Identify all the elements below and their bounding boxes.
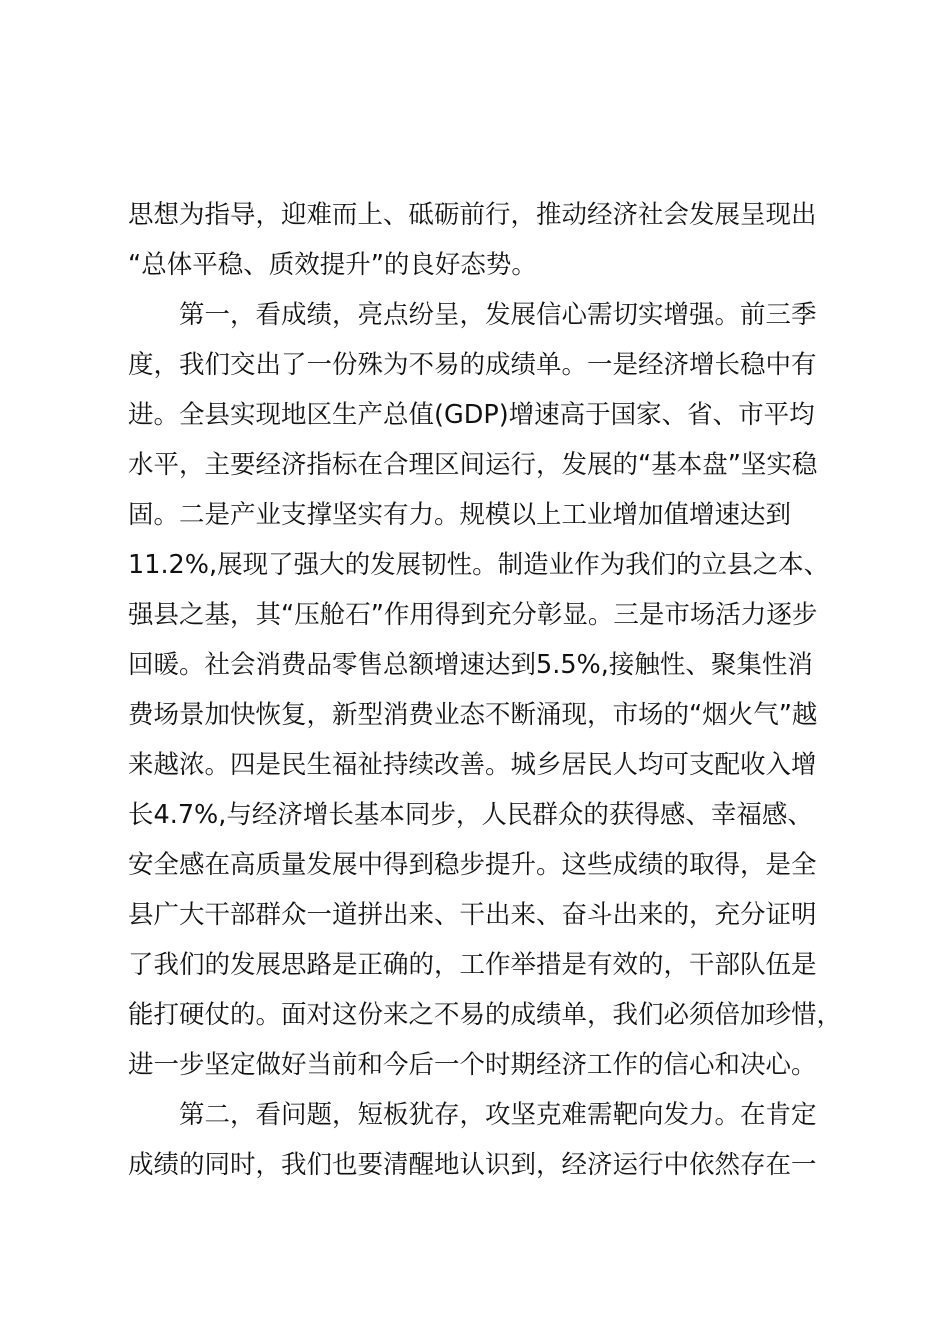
text-line-11: 费场景加快恢复，新型消费业态不断涌现，市场的“烟火气”越 <box>128 700 818 730</box>
paragraph-1-first-line: 第一，看成绩，亮点纷呈，发展信心需切实增强。前三季 <box>179 300 817 330</box>
text-line-16: 了我们的发展思路是正确的，工作举措是有效的，干部队伍是 <box>128 950 817 980</box>
body-text <box>128 190 843 1190</box>
text-line-7: 固。二是产业支撑坚实有力。规模以上工业增加值增速达到 <box>128 500 792 530</box>
paragraph-2-first-line: 第二，看问题，短板犹存，攻坚克难需靶向发力。在肯定 <box>179 1100 817 1130</box>
text-line-15: 县广大干部群众一道拼出来、干出来、奋斗出来的，充分证明 <box>128 900 817 930</box>
text-line-6: 水平，主要经济指标在合理区间运行，发展的“基本盘”坚实稳 <box>128 450 818 480</box>
text-line-2: “总体平稳、质效提升”的良好态势。 <box>128 250 537 280</box>
text-line-14: 安全感在高质量发展中得到稳步提升。这些成绩的取得，是全 <box>128 850 817 880</box>
text-line-5: 进。全县实现地区生产总值(GDP)增速高于国家、省、市平均 <box>128 400 815 430</box>
text-line-10: 回暖。社会消费品零售总额增速达到5.5%,接触性、聚集性消 <box>128 650 813 680</box>
text-line-9: 强县之基，其“压舱石”作用得到充分彰显。三是市场活力逐步 <box>128 600 818 630</box>
text-line-18: 进一步坚定做好当前和今后一个时期经济工作的信心和决心。 <box>128 1050 817 1080</box>
text-line-1: 思想为指导，迎难而上、砥砺前行，推动经济社会发展呈现出 <box>128 200 817 230</box>
text-line-13: 长4.7%,与经济增长基本同步，人民群众的获得感、幸福感、 <box>128 800 813 830</box>
text-line-17: 能打硬仗的。面对这份来之不易的成绩单，我们必须倍加珍惜， <box>128 1000 843 1030</box>
text-line-4: 度，我们交出了一份殊为不易的成绩单。一是经济增长稳中有 <box>128 350 817 380</box>
text-line-8: 11.2%,展现了强大的发展韧性。制造业作为我们的立县之本、 <box>128 550 830 580</box>
text-line-20: 成绩的同时，我们也要清醒地认识到，经济运行中依然存在一 <box>128 1150 817 1180</box>
text-line-12: 来越浓。四是民生福祉持续改善。城乡居民人均可支配收入增 <box>128 750 817 780</box>
